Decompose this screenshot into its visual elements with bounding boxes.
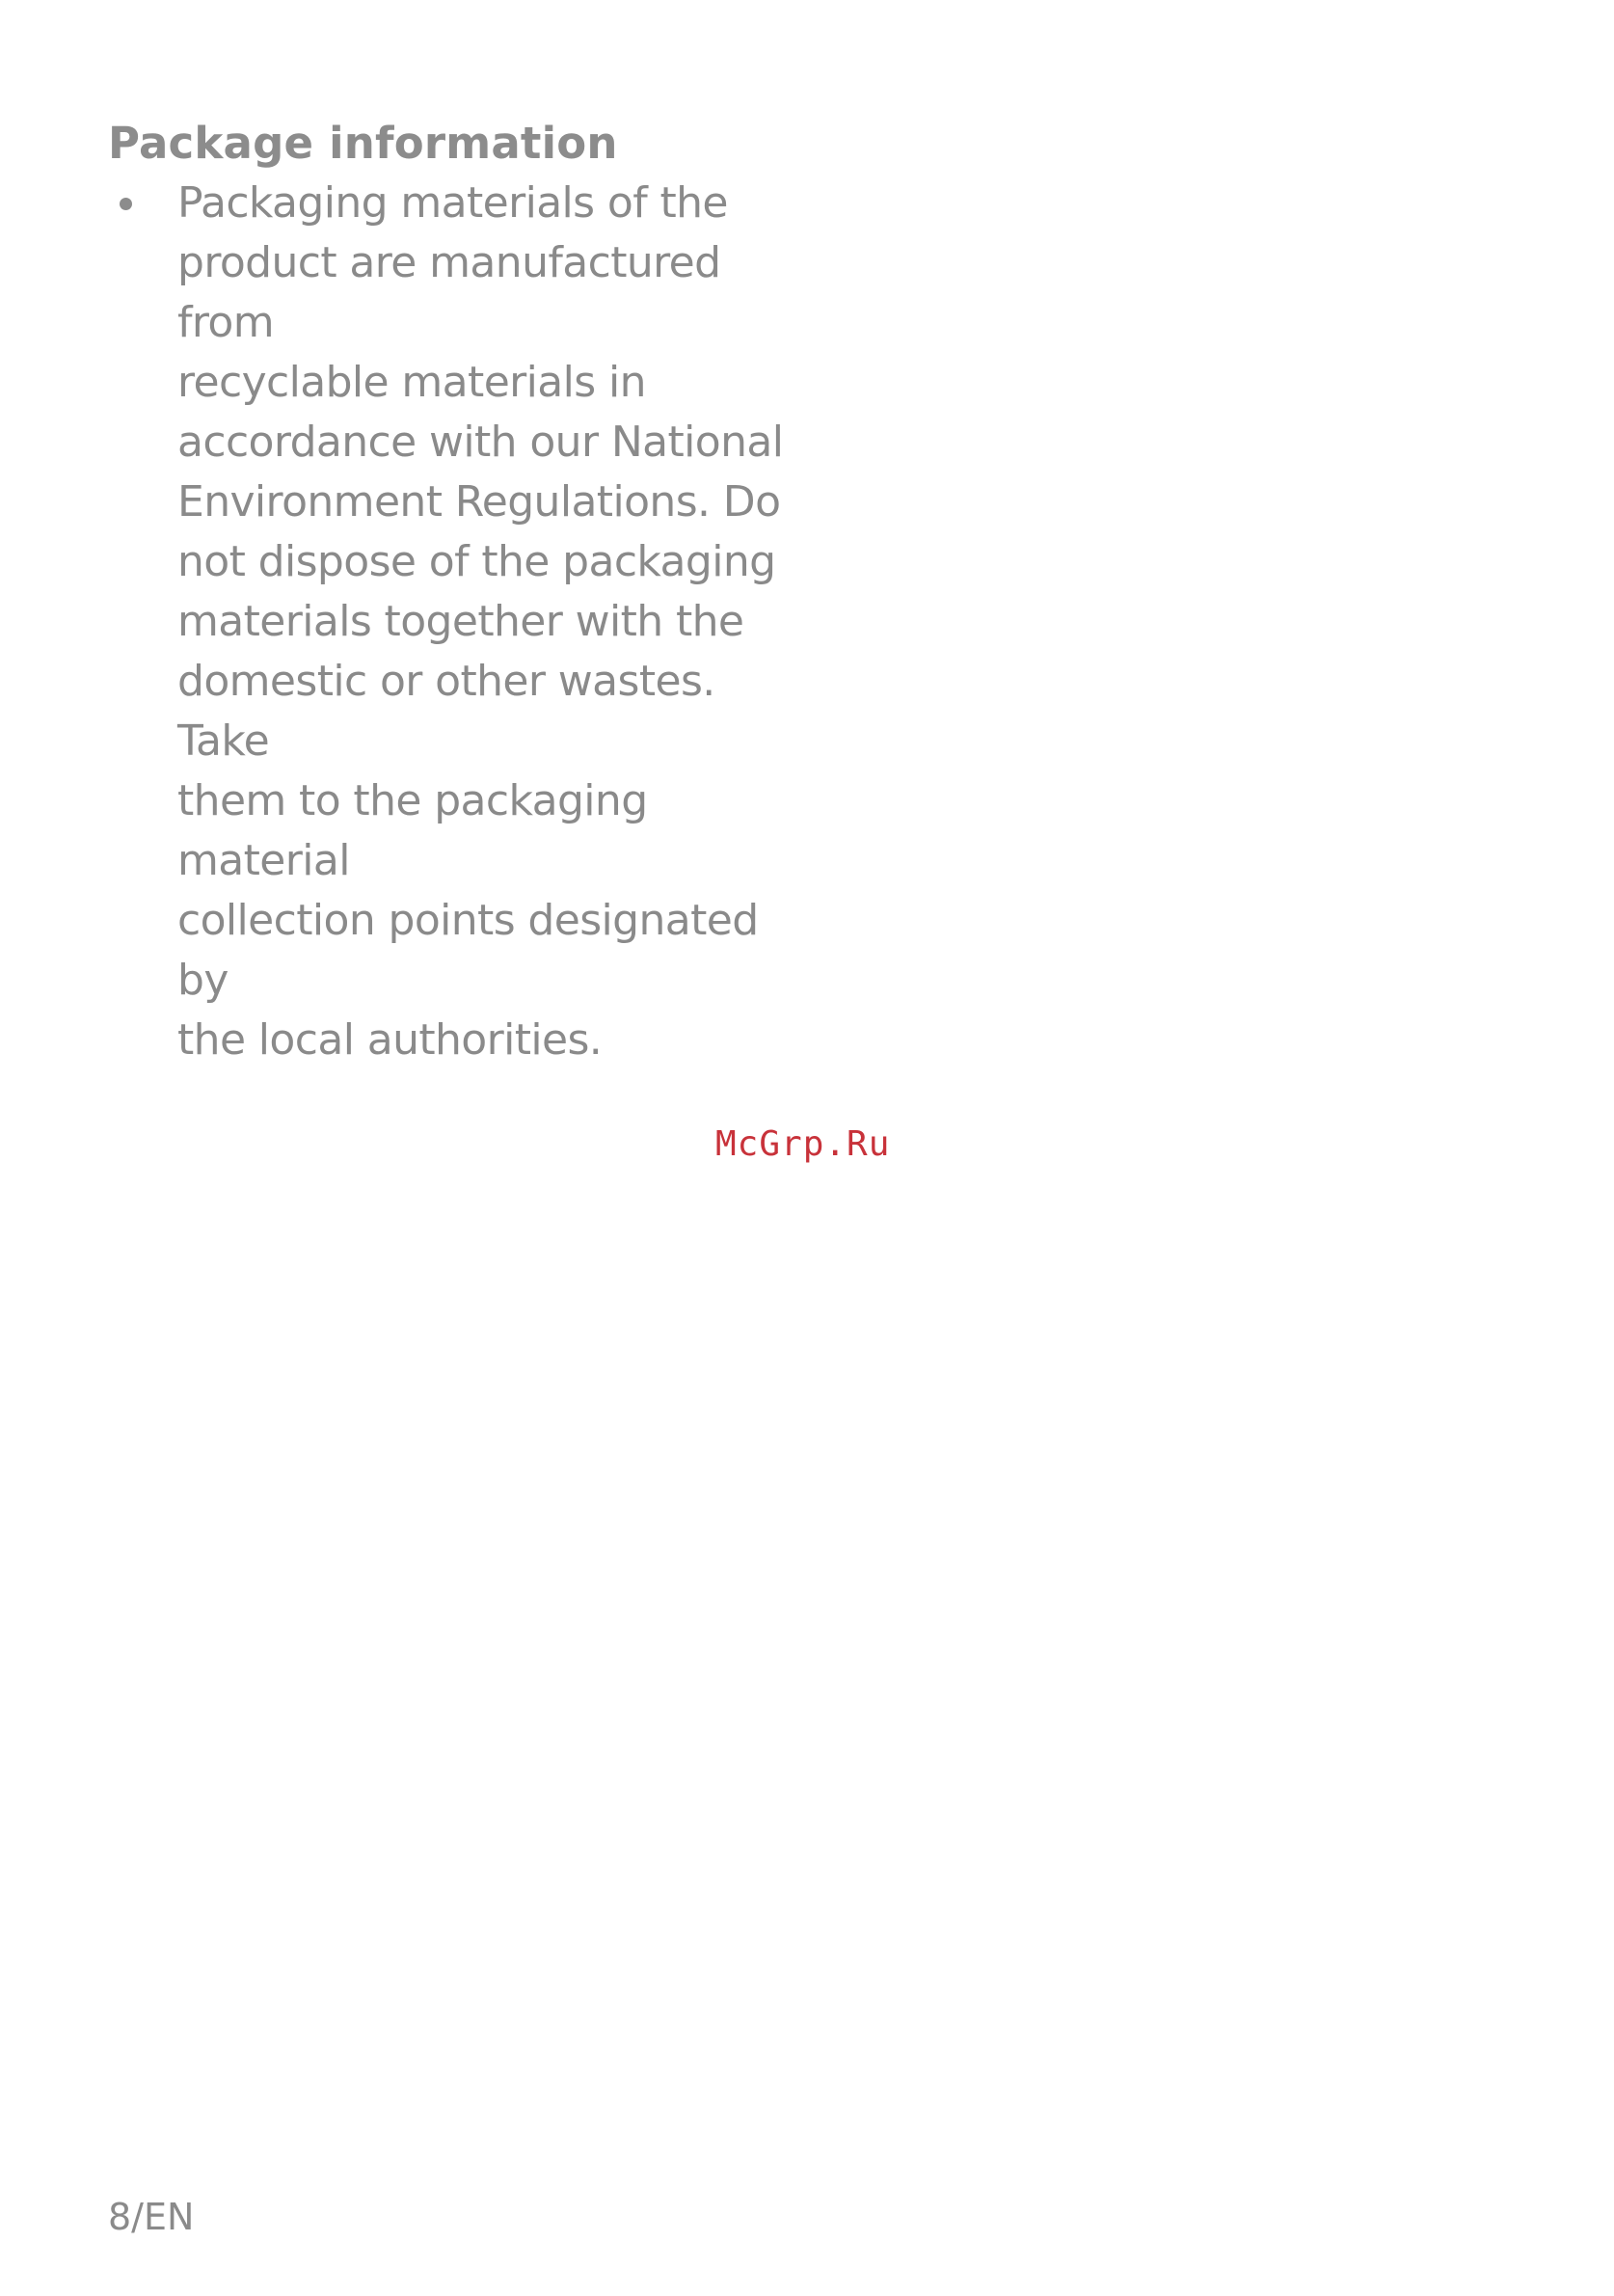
list-item (108, 174, 802, 1070)
package-information-section (108, 114, 802, 1070)
bullet-icon (120, 198, 132, 210)
page-number: 8/EN (108, 2196, 195, 2238)
bullet-list (108, 174, 802, 1070)
section-heading: Package information (108, 118, 618, 169)
bullet-text: Packaging materials of the product are manufactured from recyclable materials in accordance with our National Environment Regulations. Do not dispose of the packaging materials together with the domestic or other wastes. Take them to the packaging material collection points designated by the local authorities. (177, 178, 784, 1065)
watermark-link[interactable]: McGrp.Ru (715, 1124, 891, 1164)
